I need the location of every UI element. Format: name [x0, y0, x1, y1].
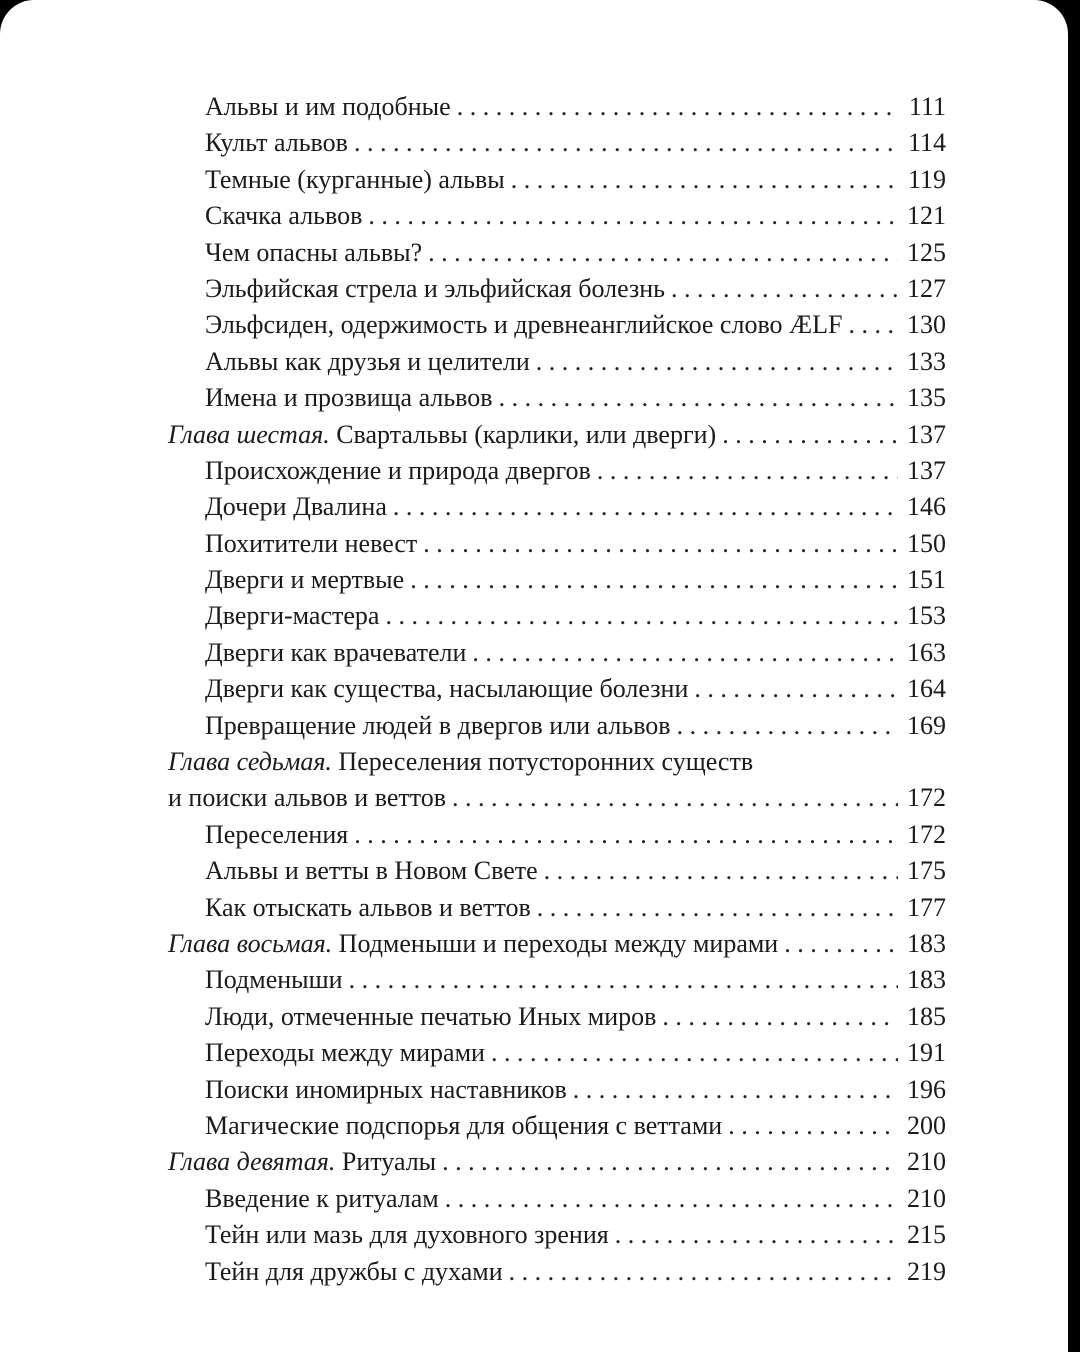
toc-entry — [168, 962, 946, 998]
toc-entry-title — [205, 271, 665, 307]
entry-text: Дверги как существа, насылающие болезни — [205, 674, 689, 704]
toc-entry — [168, 635, 946, 671]
toc-entry-title — [205, 1108, 722, 1144]
page-number: 169 — [907, 710, 946, 740]
entry-text: Имена и прозвища альвов — [205, 383, 493, 413]
dot-leader — [428, 235, 898, 271]
entry-text: Альвы как друзья и целители — [205, 346, 530, 376]
entry-text: Тейн для дружбы с духами — [205, 1256, 503, 1286]
toc-entry-title — [205, 344, 530, 380]
page-number: 125 — [907, 237, 946, 267]
toc-entry — [168, 489, 946, 525]
toc-entry — [168, 162, 946, 198]
toc-entry — [168, 1254, 946, 1290]
toc-entry — [168, 198, 946, 234]
dot-leader — [445, 1181, 898, 1217]
toc-entry-title — [205, 307, 843, 343]
toc-entry-title — [205, 853, 538, 889]
dot-leader — [452, 780, 898, 816]
dot-leader — [491, 1035, 898, 1071]
chapter-label: Глава шестая. — [168, 419, 330, 449]
page-number: 164 — [907, 674, 946, 704]
toc-entry-title — [168, 417, 716, 453]
page-number: 130 — [907, 310, 946, 340]
toc-entry — [168, 235, 946, 271]
page-number: 172 — [907, 783, 946, 813]
toc-entry — [168, 817, 946, 853]
dot-leader — [509, 1254, 898, 1290]
toc-entry — [168, 380, 946, 416]
toc-entry — [168, 890, 946, 926]
dot-leader — [472, 635, 898, 671]
dot-leader — [368, 198, 898, 234]
entry-text: Введение к ритуалам — [205, 1183, 439, 1213]
toc-entry — [168, 526, 946, 562]
entry-text: Люди, отмеченные печатью Иных миров — [205, 1001, 657, 1031]
page-number: 135 — [907, 383, 946, 413]
toc-entry — [168, 125, 946, 161]
page-number: 196 — [907, 1074, 946, 1104]
dot-leader — [499, 380, 898, 416]
toc-entry-title — [205, 817, 348, 853]
toc-entry-title — [168, 1144, 436, 1180]
dot-leader — [662, 999, 898, 1035]
dot-leader — [694, 671, 898, 707]
entry-text: Переселения — [205, 819, 349, 849]
toc-entry-title — [205, 1254, 503, 1290]
page-number: 137 — [907, 455, 946, 485]
toc-entry-title — [205, 1035, 485, 1071]
entry-text: Дверги как врачеватели — [205, 637, 467, 667]
dot-leader — [722, 417, 898, 453]
page-number: 183 — [907, 928, 946, 958]
toc-entry — [168, 708, 946, 744]
toc-entry — [168, 453, 946, 489]
toc-entry — [168, 271, 946, 307]
page-number: 191 — [907, 1038, 946, 1068]
page-number: 119 — [907, 164, 946, 194]
toc-chapter-entry — [168, 780, 946, 816]
dot-leader — [354, 817, 898, 853]
toc-entry-title — [205, 562, 404, 598]
toc-entry-title — [205, 1217, 609, 1253]
toc-entry — [168, 344, 946, 380]
dot-leader — [354, 125, 898, 161]
page-number: 137 — [907, 419, 946, 449]
toc-entry-title — [205, 1072, 567, 1108]
page-number: 183 — [907, 965, 946, 995]
dot-leader — [536, 344, 898, 380]
dot-leader — [573, 1072, 898, 1108]
dot-leader — [677, 708, 898, 744]
entry-text: Тейн или мазь для духовного зрения — [205, 1220, 609, 1250]
toc-entry — [168, 598, 946, 634]
page-number: 150 — [907, 528, 946, 558]
toc-entry — [168, 1072, 946, 1108]
dot-leader — [728, 1108, 898, 1144]
entry-text: Скачка альвов — [205, 201, 363, 231]
page-number: 114 — [907, 128, 946, 158]
dot-leader — [385, 598, 898, 634]
page-number: 210 — [907, 1147, 946, 1177]
dot-leader — [393, 489, 898, 525]
dot-leader — [423, 526, 898, 562]
page-number: 175 — [907, 856, 946, 886]
dot-leader — [671, 271, 898, 307]
toc-entry-title — [205, 671, 688, 707]
entry-text: Культ альвов — [205, 128, 348, 158]
toc-entry — [168, 562, 946, 598]
entry-text: Магические подспорья для общения с веттами — [205, 1110, 723, 1140]
entry-text: Эльфсиден, одержимость и древнеанглийское слово ÆLF — [205, 310, 843, 340]
entry-text: Чем опасны альвы? — [205, 237, 423, 267]
toc-entry — [168, 999, 946, 1035]
page-number: 185 — [907, 1001, 946, 1031]
dot-leader — [442, 1144, 898, 1180]
toc-entry — [168, 1035, 946, 1071]
toc-entry-title — [168, 744, 753, 780]
dot-leader — [597, 453, 898, 489]
toc-chapter-entry — [168, 1144, 946, 1180]
toc-entry-title — [205, 380, 493, 416]
page-number: 146 — [907, 492, 946, 522]
dot-leader — [615, 1217, 898, 1253]
toc-entry-title — [168, 780, 446, 816]
page-number: 215 — [907, 1220, 946, 1250]
page-number: 133 — [907, 346, 946, 376]
toc-chapter-entry — [168, 744, 946, 780]
page-number: 151 — [907, 565, 946, 595]
page-number: 127 — [907, 273, 946, 303]
dot-leader — [457, 89, 898, 125]
toc-entry-title — [205, 598, 379, 634]
toc-chapter-entry — [168, 417, 946, 453]
toc-entry-title — [205, 198, 362, 234]
dot-leader — [537, 890, 898, 926]
toc-entry-title — [205, 999, 656, 1035]
toc-entry — [168, 307, 946, 343]
page-number: 210 — [907, 1183, 946, 1213]
entry-text: Похитители невест — [205, 528, 418, 558]
entry-text: Происхождение и природа двергов — [205, 455, 591, 485]
toc-entry — [168, 671, 946, 707]
page-number: 177 — [907, 892, 946, 922]
entry-text: Переселения потусторонних существ — [338, 747, 754, 777]
toc-entry-title — [205, 708, 671, 744]
page-number: 200 — [907, 1110, 946, 1140]
toc-entry-title — [205, 162, 505, 198]
toc-entry-title — [205, 526, 417, 562]
toc-entry-title — [205, 635, 466, 671]
dot-leader — [544, 853, 898, 889]
entry-text: Дверги-мастера — [205, 601, 380, 631]
toc-entry-title — [205, 489, 387, 525]
dot-leader — [511, 162, 898, 198]
toc-entry-title — [205, 235, 422, 271]
entry-text: Как отыскать альвов и веттов — [205, 892, 531, 922]
entry-text: Подменыши и переходы между мирами — [338, 928, 779, 958]
entry-text: и поиски альвов и веттов — [168, 783, 447, 813]
entry-text: Дочери Двалина — [205, 492, 387, 522]
entry-text: Свартальвы (карлики, или дверги) — [336, 419, 717, 449]
page-number: 172 — [907, 819, 946, 849]
toc-entry — [168, 1217, 946, 1253]
table-of-contents — [168, 89, 946, 1290]
page-number: 163 — [907, 637, 946, 667]
toc-entry-title — [168, 926, 778, 962]
toc-entry-title — [205, 89, 451, 125]
toc-chapter-entry — [168, 926, 946, 962]
entry-text: Альвы и ветты в Новом Свете — [205, 856, 538, 886]
toc-entry-title — [205, 962, 343, 998]
chapter-label: Глава восьмая. — [168, 928, 333, 958]
entry-text: Переходы между мирами — [205, 1038, 485, 1068]
dot-leader — [410, 562, 898, 598]
toc-entry-title — [205, 1181, 439, 1217]
toc-entry — [168, 89, 946, 125]
toc-entry-title — [205, 453, 591, 489]
chapter-label: Глава девятая. — [168, 1147, 336, 1177]
entry-text: Дверги и мертвые — [205, 565, 405, 595]
page-number: 121 — [907, 201, 946, 231]
entry-text: Эльфийская стрела и эльфийская болезнь — [205, 273, 666, 303]
entry-text: Темные (курганные) альвы — [205, 164, 505, 194]
entry-text: Ритуалы — [341, 1147, 437, 1177]
chapter-label: Глава седьмая. — [168, 747, 332, 777]
entry-text: Подменыши — [205, 965, 343, 995]
entry-text: Поиски иномирных наставников — [205, 1074, 567, 1104]
page-number: 111 — [908, 92, 946, 121]
dot-leader — [849, 307, 898, 343]
entry-text: Превращение людей в двергов или альвов — [205, 710, 671, 740]
page-number: 153 — [907, 601, 946, 631]
toc-entry — [168, 853, 946, 889]
toc-entry — [168, 1181, 946, 1217]
dot-leader — [784, 926, 898, 962]
page-number: 219 — [907, 1256, 946, 1286]
toc-entry-title — [205, 890, 531, 926]
toc-entry — [168, 1108, 946, 1144]
toc-entry-title — [205, 125, 348, 161]
entry-text: Альвы и им подобные — [205, 92, 451, 121]
dot-leader — [349, 962, 898, 998]
